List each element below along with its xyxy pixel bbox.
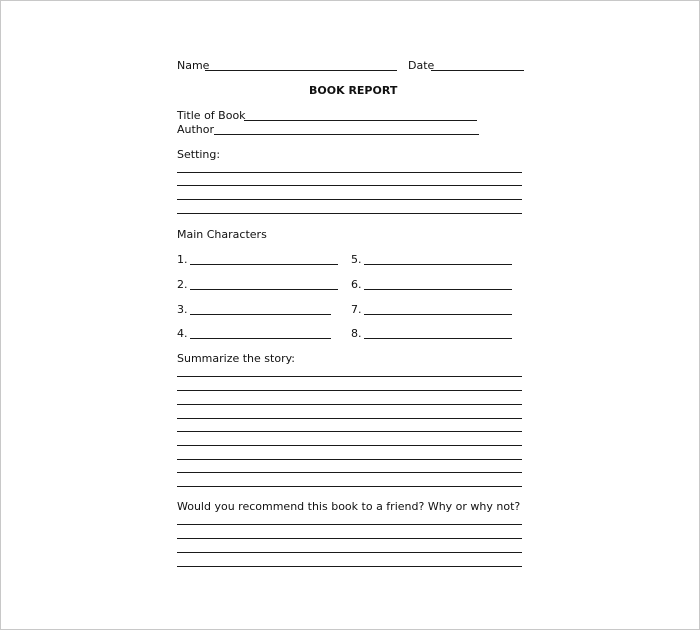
setting-line [177,185,522,186]
setting-line [177,199,522,200]
character-number: 3. [177,303,188,316]
setting-label: Setting: [177,148,221,161]
author-label: Author [177,123,215,136]
recommend-line [177,538,522,539]
summary-label: Summarize the story: [177,352,296,365]
character-line [364,264,512,265]
character-number: 7. [351,303,362,316]
recommend-label: Would you recommend this book to a friend? Why or why not? [177,500,521,513]
date-line [431,70,524,71]
character-number: 4. [177,327,188,340]
character-line [190,314,331,315]
title-of-book-line [244,120,477,121]
name-label: Name [177,59,210,72]
recommend-line [177,524,522,525]
page-title: BOOK REPORT [309,84,398,97]
summary-line [177,459,522,460]
summary-line [177,445,522,446]
setting-line [177,172,522,173]
character-line [364,314,512,315]
setting-line [177,213,522,214]
character-number: 6. [351,278,362,291]
character-line [190,264,338,265]
recommend-line [177,566,522,567]
character-number: 5. [351,253,362,266]
character-line [190,338,331,339]
summary-line [177,486,522,487]
summary-line [177,431,522,432]
character-line [364,338,512,339]
character-line [190,289,338,290]
name-line [205,70,397,71]
title-of-book-label: Title of Book [177,109,246,122]
character-number: 1. [177,253,188,266]
summary-line [177,418,522,419]
recommend-line [177,552,522,553]
summary-line [177,404,522,405]
main-characters-label: Main Characters [177,228,267,241]
summary-line [177,376,522,377]
summary-line [177,472,522,473]
character-number: 2. [177,278,188,291]
date-label: Date [408,59,435,72]
character-number: 8. [351,327,362,340]
character-line [364,289,512,290]
summary-line [177,390,522,391]
author-line [214,134,479,135]
